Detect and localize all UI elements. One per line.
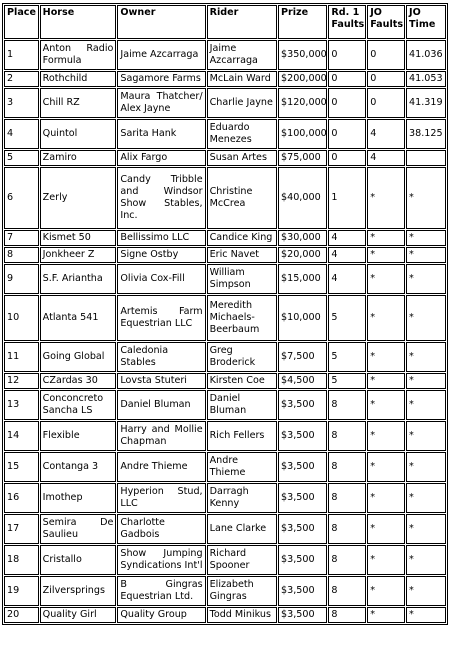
table-row bbox=[4, 576, 446, 606]
cell-place: 12 bbox=[4, 373, 39, 389]
cell-rider: Eric Navet bbox=[207, 247, 277, 263]
cell-horse: Cristallo bbox=[40, 545, 117, 575]
cell-rd-faults: 8 bbox=[328, 576, 366, 606]
cell-rd-faults: 8 bbox=[328, 390, 366, 420]
table-row bbox=[4, 514, 446, 544]
table-row bbox=[4, 71, 446, 87]
cell-rider: Greg Broderick bbox=[207, 342, 277, 372]
cell-jo-faults: * bbox=[367, 342, 405, 372]
cell-owner: B Gingras Equestrian Ltd. bbox=[117, 576, 205, 606]
cell-rd-faults: 4 bbox=[328, 264, 366, 294]
cell-place: 15 bbox=[4, 452, 39, 482]
cell-jo-time bbox=[406, 150, 446, 166]
cell-rd-faults: 0 bbox=[328, 71, 366, 87]
cell-prize: $7,500 bbox=[278, 342, 327, 372]
cell-place: 14 bbox=[4, 421, 39, 451]
cell-jo-faults: * bbox=[367, 514, 405, 544]
cell-prize: $3,500 bbox=[278, 421, 327, 451]
cell-rider: Meredith Michaels-Beerbaum bbox=[207, 295, 277, 341]
cell-rd-faults: 5 bbox=[328, 295, 366, 341]
cell-jo-faults: * bbox=[367, 483, 405, 513]
cell-jo-time: * bbox=[406, 545, 446, 575]
cell-owner: Show Jumping Syndications Int'l bbox=[117, 545, 205, 575]
cell-rd-faults: 1 bbox=[328, 167, 366, 229]
cell-jo-time: * bbox=[406, 247, 446, 263]
table-row bbox=[4, 230, 446, 246]
cell-jo-faults: * bbox=[367, 230, 405, 246]
cell-jo-time: 41.036 bbox=[406, 40, 446, 70]
cell-owner: Sagamore Farms bbox=[117, 71, 205, 87]
cell-owner: Artemis Farm Equestrian LLC bbox=[117, 295, 205, 341]
cell-prize: $3,500 bbox=[278, 452, 327, 482]
cell-rd-faults: 4 bbox=[328, 230, 366, 246]
cell-horse: Quintol bbox=[40, 119, 117, 149]
cell-rd-faults: 5 bbox=[328, 342, 366, 372]
cell-jo-faults: * bbox=[367, 421, 405, 451]
cell-place: 6 bbox=[4, 167, 39, 229]
table-row bbox=[4, 390, 446, 420]
table-row bbox=[4, 607, 446, 623]
cell-owner: Signe Ostby bbox=[117, 247, 205, 263]
cell-rider: Rich Fellers bbox=[207, 421, 277, 451]
cell-owner: Charlotte Gadbois bbox=[117, 514, 205, 544]
cell-rider: Jaime Azcarraga bbox=[207, 40, 277, 70]
cell-jo-time: * bbox=[406, 576, 446, 606]
cell-prize: $100,000 bbox=[278, 119, 327, 149]
cell-jo-faults: * bbox=[367, 452, 405, 482]
cell-rider: Christine McCrea bbox=[207, 167, 277, 229]
cell-owner: Daniel Bluman bbox=[117, 390, 205, 420]
cell-jo-time: * bbox=[406, 373, 446, 389]
cell-horse: Zilversprings bbox=[40, 576, 117, 606]
table-row bbox=[4, 373, 446, 389]
cell-rider: Darragh Kenny bbox=[207, 483, 277, 513]
cell-horse: Jonkheer Z bbox=[40, 247, 117, 263]
cell-owner: Olivia Cox-Fill bbox=[117, 264, 205, 294]
table-row bbox=[4, 167, 446, 229]
cell-jo-time: * bbox=[406, 295, 446, 341]
cell-jo-time: * bbox=[406, 264, 446, 294]
cell-horse: Rothchild bbox=[40, 71, 117, 87]
cell-jo-time: * bbox=[406, 421, 446, 451]
cell-jo-time: 41.319 bbox=[406, 88, 446, 118]
cell-prize: $10,000 bbox=[278, 295, 327, 341]
cell-jo-faults: 0 bbox=[367, 71, 405, 87]
cell-rider: Susan Artes bbox=[207, 150, 277, 166]
header-place: Place bbox=[4, 5, 39, 39]
cell-prize: $75,000 bbox=[278, 150, 327, 166]
header-rd-faults-line2: Faults bbox=[331, 19, 365, 30]
cell-jo-faults: * bbox=[367, 373, 405, 389]
cell-jo-faults: * bbox=[367, 167, 405, 229]
results-table bbox=[2, 3, 448, 625]
header-rider: Rider bbox=[207, 5, 277, 39]
table-row bbox=[4, 119, 446, 149]
cell-place: 3 bbox=[4, 88, 39, 118]
cell-rd-faults: 8 bbox=[328, 421, 366, 451]
cell-jo-faults: 0 bbox=[367, 40, 405, 70]
cell-prize: $350,000 bbox=[278, 40, 327, 70]
cell-jo-time: * bbox=[406, 230, 446, 246]
cell-prize: $20,000 bbox=[278, 247, 327, 263]
cell-place: 10 bbox=[4, 295, 39, 341]
cell-rider: Daniel Bluman bbox=[207, 390, 277, 420]
cell-horse: Kismet 50 bbox=[40, 230, 117, 246]
cell-jo-faults: * bbox=[367, 295, 405, 341]
cell-owner: Maura Thatcher/ Alex Jayne bbox=[117, 88, 205, 118]
header-jo-faults-line1: JO bbox=[370, 7, 382, 18]
cell-horse: Imothep bbox=[40, 483, 117, 513]
table-row bbox=[4, 150, 446, 166]
cell-rd-faults: 8 bbox=[328, 452, 366, 482]
cell-place: 2 bbox=[4, 71, 39, 87]
cell-rd-faults: 8 bbox=[328, 607, 366, 623]
cell-jo-faults: * bbox=[367, 607, 405, 623]
table-row bbox=[4, 247, 446, 263]
cell-horse: Conconcreto Sancha LS bbox=[40, 390, 117, 420]
cell-rd-faults: 8 bbox=[328, 483, 366, 513]
cell-owner: Andre Thieme bbox=[117, 452, 205, 482]
table-header bbox=[4, 5, 446, 39]
cell-horse: S.F. Ariantha bbox=[40, 264, 117, 294]
header-jo-time-line1: JO bbox=[409, 7, 421, 18]
cell-prize: $4,500 bbox=[278, 373, 327, 389]
cell-place: 5 bbox=[4, 150, 39, 166]
header-prize: Prize bbox=[278, 5, 327, 39]
cell-owner: Bellissimo LLC bbox=[117, 230, 205, 246]
cell-place: 13 bbox=[4, 390, 39, 420]
cell-place: 7 bbox=[4, 230, 39, 246]
cell-horse: Chill RZ bbox=[40, 88, 117, 118]
cell-prize: $30,000 bbox=[278, 230, 327, 246]
cell-prize: $3,500 bbox=[278, 576, 327, 606]
cell-horse: CZardas 30 bbox=[40, 373, 117, 389]
cell-place: 4 bbox=[4, 119, 39, 149]
cell-jo-time: * bbox=[406, 342, 446, 372]
cell-jo-time: 41.053 bbox=[406, 71, 446, 87]
header-jo-time bbox=[406, 5, 446, 39]
cell-owner: Hyperion Stud, LLC bbox=[117, 483, 205, 513]
cell-horse: Zerly bbox=[40, 167, 117, 229]
cell-place: 9 bbox=[4, 264, 39, 294]
cell-rd-faults: 0 bbox=[328, 40, 366, 70]
cell-jo-time: * bbox=[406, 390, 446, 420]
cell-rider: Charlie Jayne bbox=[207, 88, 277, 118]
cell-owner: Caledonia Stables bbox=[117, 342, 205, 372]
header-rd-faults-line1: Rd. 1 bbox=[331, 7, 360, 18]
cell-jo-faults: 0 bbox=[367, 88, 405, 118]
cell-rider: William Simpson bbox=[207, 264, 277, 294]
cell-rd-faults: 5 bbox=[328, 373, 366, 389]
cell-prize: $40,000 bbox=[278, 167, 327, 229]
cell-rider: Elizabeth Gingras bbox=[207, 576, 277, 606]
cell-rd-faults: 8 bbox=[328, 545, 366, 575]
header-jo-faults bbox=[367, 5, 405, 39]
cell-rider: Lane Clarke bbox=[207, 514, 277, 544]
cell-horse: Quality Girl bbox=[40, 607, 117, 623]
cell-rd-faults: 0 bbox=[328, 88, 366, 118]
table-row bbox=[4, 421, 446, 451]
cell-place: 16 bbox=[4, 483, 39, 513]
header-jo-time-line2: Time bbox=[409, 19, 436, 30]
table-row bbox=[4, 40, 446, 70]
header-horse: Horse bbox=[40, 5, 117, 39]
table-row bbox=[4, 342, 446, 372]
header-jo-faults-line2: Faults bbox=[370, 19, 404, 30]
table-row bbox=[4, 264, 446, 294]
cell-rd-faults: 8 bbox=[328, 514, 366, 544]
table-row bbox=[4, 88, 446, 118]
cell-rider: Todd Minikus bbox=[207, 607, 277, 623]
header-rd-faults bbox=[328, 5, 366, 39]
cell-rider: Candice King bbox=[207, 230, 277, 246]
table-row bbox=[4, 452, 446, 482]
cell-prize: $3,500 bbox=[278, 607, 327, 623]
cell-prize: $200,000 bbox=[278, 71, 327, 87]
cell-horse: Flexible bbox=[40, 421, 117, 451]
cell-horse: Contanga 3 bbox=[40, 452, 117, 482]
table-row bbox=[4, 483, 446, 513]
cell-owner: Alix Fargo bbox=[117, 150, 205, 166]
cell-place: 11 bbox=[4, 342, 39, 372]
cell-owner: Quality Group bbox=[117, 607, 205, 623]
cell-owner: Lovsta Stuteri bbox=[117, 373, 205, 389]
cell-rider: Richard Spooner bbox=[207, 545, 277, 575]
cell-rider: Eduardo Menezes bbox=[207, 119, 277, 149]
table-row bbox=[4, 545, 446, 575]
table-body bbox=[4, 40, 446, 623]
cell-jo-faults: * bbox=[367, 247, 405, 263]
cell-prize: $120,000 bbox=[278, 88, 327, 118]
cell-horse: Zamiro bbox=[40, 150, 117, 166]
cell-owner: Harry and Mollie Chapman bbox=[117, 421, 205, 451]
cell-place: 17 bbox=[4, 514, 39, 544]
header-owner: Owner bbox=[117, 5, 205, 39]
cell-rd-faults: 0 bbox=[328, 150, 366, 166]
cell-jo-time: * bbox=[406, 452, 446, 482]
header-row bbox=[4, 5, 446, 39]
cell-place: 8 bbox=[4, 247, 39, 263]
cell-horse: Semira De Saulieu bbox=[40, 514, 117, 544]
cell-place: 19 bbox=[4, 576, 39, 606]
cell-jo-faults: * bbox=[367, 545, 405, 575]
cell-place: 1 bbox=[4, 40, 39, 70]
cell-place: 20 bbox=[4, 607, 39, 623]
cell-jo-time: * bbox=[406, 167, 446, 229]
cell-rider: Andre Thieme bbox=[207, 452, 277, 482]
cell-horse: Anton Radio Formula bbox=[40, 40, 117, 70]
cell-rd-faults: 4 bbox=[328, 247, 366, 263]
cell-jo-time: * bbox=[406, 514, 446, 544]
cell-horse: Atlanta 541 bbox=[40, 295, 117, 341]
cell-jo-time: 38.125 bbox=[406, 119, 446, 149]
table-row bbox=[4, 295, 446, 341]
cell-prize: $15,000 bbox=[278, 264, 327, 294]
cell-owner: Candy Tribble and Windsor Show Stables, Inc. bbox=[117, 167, 205, 229]
cell-jo-faults: 4 bbox=[367, 119, 405, 149]
cell-rider: Kirsten Coe bbox=[207, 373, 277, 389]
cell-jo-faults: 4 bbox=[367, 150, 405, 166]
cell-prize: $3,500 bbox=[278, 545, 327, 575]
cell-jo-faults: * bbox=[367, 576, 405, 606]
cell-rd-faults: 0 bbox=[328, 119, 366, 149]
cell-prize: $3,500 bbox=[278, 514, 327, 544]
cell-jo-time: * bbox=[406, 607, 446, 623]
cell-prize: $3,500 bbox=[278, 483, 327, 513]
cell-horse: Going Global bbox=[40, 342, 117, 372]
cell-jo-faults: * bbox=[367, 264, 405, 294]
cell-owner: Jaime Azcarraga bbox=[117, 40, 205, 70]
cell-place: 18 bbox=[4, 545, 39, 575]
cell-prize: $3,500 bbox=[278, 390, 327, 420]
cell-rider: McLain Ward bbox=[207, 71, 277, 87]
cell-owner: Sarita Hank bbox=[117, 119, 205, 149]
cell-jo-faults: * bbox=[367, 390, 405, 420]
cell-jo-time: * bbox=[406, 483, 446, 513]
